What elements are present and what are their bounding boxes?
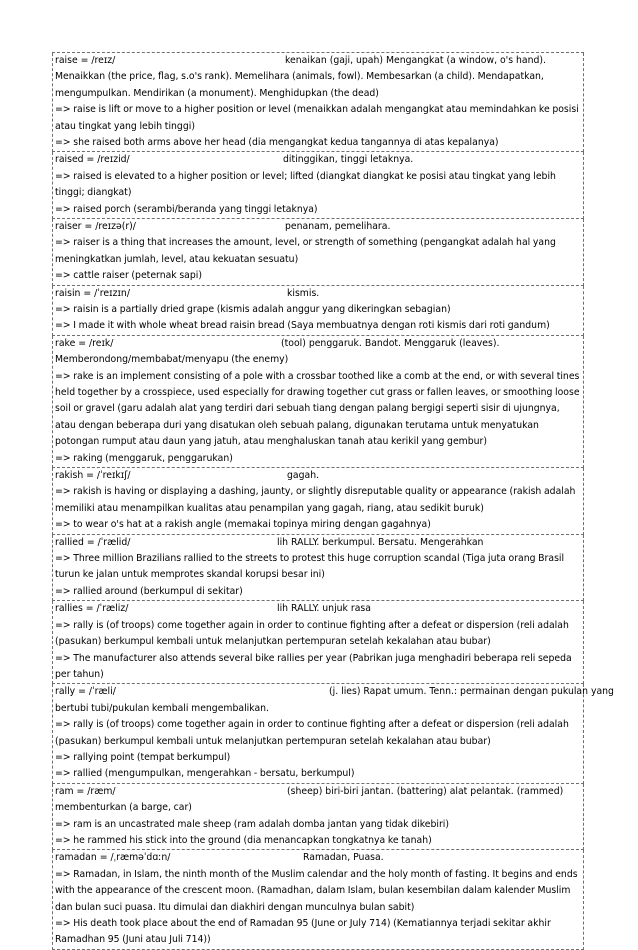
headword: rake = /reɪk/ xyxy=(55,337,114,349)
example-line: => he rammed his stick into the ground (dia menancapkan tongkatnya ke tanah) xyxy=(55,834,432,846)
definition: Ramadan, Puasa. xyxy=(303,852,384,864)
entry-ram xyxy=(52,784,584,851)
headword: raisin = /ˈreɪzɪn/ xyxy=(55,287,130,299)
headword: rally = /ˈræli/ xyxy=(55,686,116,698)
entry-raised xyxy=(52,152,584,219)
example-line: => she raised both arms above her head (dia mengangkat kedua tangannya di atas kepalanya) xyxy=(55,137,499,149)
entry-head xyxy=(55,784,581,800)
example-line: => rallied around (berkumpul di sekitar) xyxy=(55,585,243,597)
entry-raisin xyxy=(52,286,584,336)
definition-continued: membenturkan (a barge, car) xyxy=(55,802,192,814)
example-line: => rakish is having or displaying a dashing, jaunty, or slightly disreputable quality or appearance (rakish adalah memiliki atau menampilkan kualitas atau penampilan yang gagah, riang, atau sedikit buruk) xyxy=(55,486,576,514)
example-line: => rake is an implement consisting of a pole with a crossbar toothed like a comb at the end, or with several tines held together by a crosspiece, used especially for drawing together cut grass or fallen leaves, or smoothing loose soil or gravel (garu adalah alat yang terdiri dari sebuah tiang dengan palang bergigi seperti sisir di ujungnya, atau dengan beberapa duri yang disatukan oleh sebuah palang, digunakan terutama untuk menyatukan potongan rumput atau daun yang jatuh, atau menghaluskan tanah atau kerikil yang gembur) xyxy=(55,370,580,448)
entry-raise xyxy=(52,53,584,152)
example-line: => raise is lift or move to a higher position or level (menaikkan adalah mengangkat atau memindahkan ke posisi atau tingkat yang lebih tinggi) xyxy=(55,104,579,132)
dictionary-sheet xyxy=(52,52,614,950)
definition: (tool) penggaruk. Bandot. Menggaruk (leaves). xyxy=(281,337,500,349)
headword: raiser = /reɪzə(r)/ xyxy=(55,221,136,233)
entry-head xyxy=(55,336,581,352)
example-line: => raisin is a partially dried grape (kismis adalah anggur yang dikeringkan sebagian) xyxy=(55,304,451,316)
example-line: => raking (menggaruk, penggarukan) xyxy=(55,452,233,464)
entry-rallied xyxy=(52,535,584,602)
example-line: => His death took place about the end of Ramadan 95 (June or July 714) (Kematiannya terjadi sekitar akhir Ramadhan 95 (Juni atau Juli 714)) xyxy=(55,917,551,946)
definition-continued: Memberondong/membabat/menyapu (the enemy) xyxy=(55,354,289,366)
example-line: => raiser is a thing that increases the amount, level, or strength of something (pengangkat adalah hal yang meningkatkan jumlah, level, atau kekuatan sesuatu) xyxy=(55,237,556,265)
entry-raiser xyxy=(52,219,584,286)
example-line: => I made it with whole wheat bread raisin bread (Saya membuatnya dengan roti kismis dari roti gandum) xyxy=(55,320,550,332)
entry-head xyxy=(55,53,581,69)
definition: kenaikan (gaji, upah) Mengangkat (a window, o's hand). xyxy=(285,55,546,66)
example-line: => Three million Brazilians rallied to the streets to protest this huge corruption scandal (Tiga juta orang Brasil turun ke jalan untuk memprotes skandal korupsi besar ini) xyxy=(55,553,565,581)
headword: rallies = /ˈræliz/ xyxy=(55,603,129,615)
definition: (j. lies) Rapat umum. Tenn.: permainan dengan pukulan yang xyxy=(329,686,614,698)
entry-head xyxy=(55,468,581,484)
entry-ramadan xyxy=(52,850,584,949)
definition: kismis. xyxy=(287,287,320,299)
headword: raised = /reɪzid/ xyxy=(55,154,130,166)
entry-head xyxy=(55,684,614,700)
definition: lih RALLY. unjuk rasa xyxy=(277,603,371,615)
entry-rakish xyxy=(52,468,584,535)
example-line: => ram is an uncastrated male sheep (ram adalah domba jantan yang tidak dikebiri) xyxy=(55,818,449,830)
headword: rallied = /ˈrælid/ xyxy=(55,536,131,548)
definition: (sheep) biri-biri jantan. (battering) alat pelantak. (rammed) xyxy=(287,785,564,797)
headword: rakish = /ˈreɪkɪʃ/ xyxy=(55,470,131,482)
headword: ram = /ræm/ xyxy=(55,785,116,797)
example-line: => to wear o's hat at a rakish angle (memakai topinya miring dengan gagahnya) xyxy=(55,519,431,531)
headword: raise = /reɪz/ xyxy=(55,55,116,66)
entry-rallies xyxy=(52,601,584,684)
entry-head xyxy=(55,601,581,617)
definition: lih RALLY. berkumpul. Bersatu. Mengerahkan xyxy=(277,536,484,548)
example-line: => rally is (of troops) come together again in order to continue fighting after a defeat or dispersion (reli adalah (pasukan) berkumpul kembali untuk melanjutkan pertempuran setelah kekalahan atau bubar) xyxy=(55,719,569,747)
entry-head xyxy=(55,535,581,551)
definition: penanam, pemelihara. xyxy=(285,221,391,233)
definition-continued: bertubi tubi/pukulan kembali mengembalikan. xyxy=(55,702,270,714)
example-line: => raised is elevated to a higher position or level; lifted (diangkat diangkat ke posisi atau tingkat yang lebih tinggi; diangkat) xyxy=(55,170,556,199)
entry-head xyxy=(55,286,581,302)
example-line: => rallied (mengumpulkan, mengerahkan - bersatu, berkumpul) xyxy=(55,768,355,780)
entry-head xyxy=(55,152,581,168)
entry-rally xyxy=(52,684,614,783)
example-line: => rallying point (tempat berkumpul) xyxy=(55,751,231,763)
example-line: => rally is (of troops) come together again in order to continue fighting after a defeat or dispersion (reli adalah (pasukan) berkumpul kembali untuk melanjutkan pertempuran setelah kekalahan atau bubar) xyxy=(55,619,569,648)
definition: ditinggikan, tinggi letaknya. xyxy=(283,154,414,166)
example-line: => Ramadan, in Islam, the ninth month of the Muslim calendar and the holy month of fasting. It begins and ends with the appearance of the crescent moon. (Ramadhan, dalam Islam, bulan kesembilan dalam kalender Muslim dan bulan suci puasa. Itu dimulai dan diakhiri dengan munculnya bulan sabit) xyxy=(55,868,578,913)
definition-continued: Menaikkan (the price, flag, s.o's rank). Memelihara (animals, fowl). Membesarkan (a child). Mendapatkan, mengumpulkan. Mendirikan (a monument). Menghidupkan (the dead) xyxy=(55,71,544,99)
entry-rake xyxy=(52,336,584,468)
example-line: => cattle raiser (peternak sapi) xyxy=(55,270,202,282)
entry-head xyxy=(55,850,581,866)
example-line: => raised porch (serambi/beranda yang tinggi letaknya) xyxy=(55,203,318,215)
example-line: => The manufacturer also attends several bike rallies per year (Pabrikan juga menghadiri beberapa reli sepeda per tahun) xyxy=(55,652,572,680)
definition: gagah. xyxy=(287,470,320,482)
headword: ramadan = /ˌræməˈdɑːn/ xyxy=(55,852,171,864)
entry-head xyxy=(55,219,581,235)
